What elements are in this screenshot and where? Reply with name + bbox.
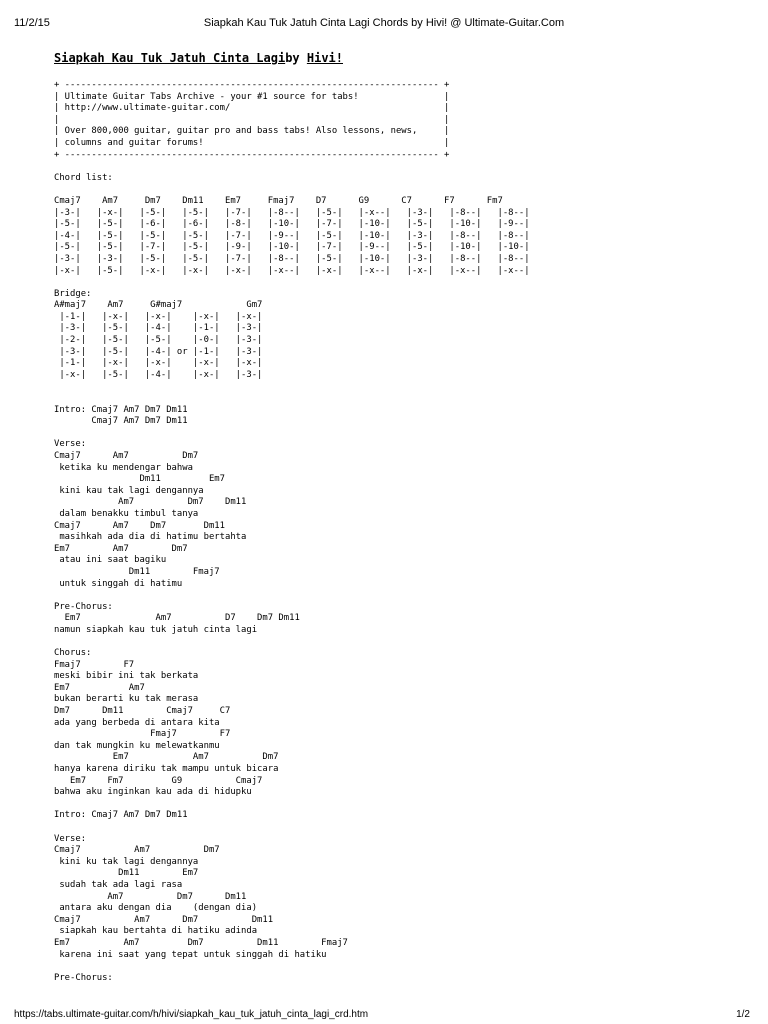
song-title-row <box>54 51 343 65</box>
print-footer-url: https://tabs.ultimate-guitar.com/h/hivi/siapkah_kau_tuk_jatuh_cinta_lagi_crd.htm <box>14 1009 369 1020</box>
song-title-link[interactable]: Siapkah Kau Tuk Jatuh Cinta Lagi <box>54 51 286 65</box>
print-header-date: 11/2/15 <box>14 17 50 29</box>
artist-link[interactable]: Hivi! <box>306 51 343 65</box>
chord-tab-body: + ---------------------------------------------------------------------- + | Ultimate Guitar Tabs Archive - your #1 source for tabs! | | http://www.ultimate-guitar.com/ | | | | Over 800,000 guitar, guitar pro and bass tabs! Also lessons, news, | | columns and guitar forums! | + ---------------------------------------------------------------------- + Chord list: Cmaj7 Am7 Dm7 Dm11 Em7 Fmaj7 D7 G9 C7 F7 Fm7 |-3-| |-x-| |-5-| |-5-| |-7-| |-8--| |-5-| |-x--| |-3-| |-8--| |-8--| |-5-| |-5-| |-6-| |-6-| |-8-| |-10-| |-7-| |-10-| |-5-| |-10-| |-9--| |-4-| |-5-| |-5-| |-5-| |-7-| |-9--| |-5-| |-10-| |-3-| |-8--| |-8--| |-5-| |-5-| |-7-| |-5-| |-9-| |-10-| |-7-| |-9--| |-5-| |-10-| |-10-| |-3-| |-3-| |-5-| |-5-| |-7-| |-8--| |-5-| |-10-| |-3-| |-8--| |-8--| |-x-| |-5-| |-x-| |-x-| |-x-| |-x--| |-x-| |-x--| |-x-| |-x--| |-x--| Bridge: A#maj7 Am7 G#maj7 Gm7 |-1-| |-x-| |-x-| |-x-| |-x-| |-3-| |-5-| |-4-| |-1-| |-3-| |-2-| |-5-| |-5-| |-0-| |-3-| |-3-| |-5-| |-4-| or |-1-| |-3-| |-1-| |-x-| |-x-| |-x-| |-x-| |-x-| |-5-| |-4-| |-x-| |-3-| Intro: Cmaj7 Am7 Dm7 Dm11 Cmaj7 Am7 Dm7 Dm11 Verse: Cmaj7 Am7 Dm7 ketika ku mendengar bahwa Dm11 Em7 kini kau tak lagi dengannya Am7 Dm7 Dm11 dalam benakku timbul tanya Cmaj7 Am7 Dm7 Dm11 masihkah ada dia di hatimu bertahta Em7 Am7 Dm7 atau ini saat bagiku Dm11 Fmaj7 untuk singgah di hatimu Pre-Chorus: Em7 Am7 D7 Dm7 Dm11 namun siapkah kau tuk jatuh cinta lagi Chorus: Fmaj7 F7 meski bibir ini tak berkata Em7 Am7 bukan berarti ku tak merasa Dm7 Dm11 Cmaj7 C7 ada yang berbeda di antara kita Fmaj7 F7 dan tak mungkin ku melewatkanmu Em7 Am7 Dm7 hanya karena diriku tak mampu untuk bicara Em7 Fm7 G9 Cmaj7 bahwa aku inginkan kau ada di hidupku Intro: Cmaj7 Am7 Dm7 Dm11 Verse: Cmaj7 Am7 Dm7 kini ku tak lagi dengannya Dm11 Em7 sudah tak ada lagi rasa Am7 Dm7 Dm11 antara aku dengan dia (dengan dia) Cmaj7 Am7 Dm7 Dm11 siapkah kau bertahta di hatiku adinda Em7 Am7 Dm7 Dm11 Fmaj7 karena ini saat yang tepat untuk singgah di hatiku Pre-Chorus: <box>54 80 530 983</box>
print-footer-page-number: 1/2 <box>736 1009 750 1020</box>
print-header-title: Siapkah Kau Tuk Jatuh Cinta Lagi Chords by Hivi! @ Ultimate-Guitar.Com <box>203 17 565 29</box>
song-by-label: by <box>285 51 300 65</box>
